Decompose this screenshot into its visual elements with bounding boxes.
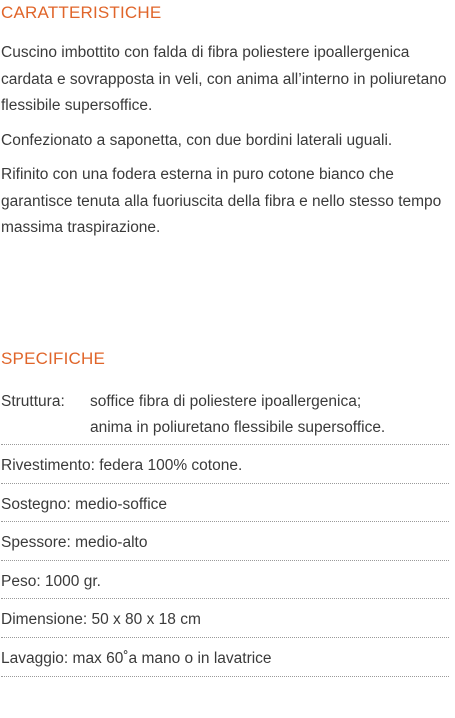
characteristics-paragraph-2: Confezionato a saponetta, con due bordini laterali uguali. xyxy=(1,131,393,149)
spec-label-structure: Struttura: xyxy=(1,393,65,410)
spec-row-weight: Peso: 1000 gr. xyxy=(1,561,449,600)
spec-row-structure xyxy=(1,384,449,445)
characteristics-body xyxy=(1,40,453,250)
characteristics-paragraph-1: Cuscino imbottito con falda di fibra poliestere ipoallergenica cardata e sovrapposta in veli, con anima all’interno in poliuretano flessibile supersoffice. xyxy=(1,44,447,114)
spec-structure-line-1: soffice fibra di poliestere ipoallergenica; xyxy=(90,393,362,410)
spec-structure-line-2: anima in poliuretano flessibile supersoffice. xyxy=(90,419,386,436)
spec-row-support: Sostegno: medio-soffice xyxy=(1,484,449,523)
spec-row-covering: Rivestimento: federa 100% cotone. xyxy=(1,445,449,484)
specifications-title: SPECIFICHE xyxy=(1,349,106,368)
spec-row-washing: Lavaggio: max 60˚a mano o in lavatrice xyxy=(1,638,449,677)
characteristics-title: CARATTERISTICHE xyxy=(1,3,162,22)
spec-value-structure xyxy=(90,389,449,444)
characteristics-paragraph-3: Rifinito con una fodera esterna in puro cotone bianco che garantisce tenuta alla fuoriuscita della fibra e nello stesso tempo massima traspirazione. xyxy=(1,166,442,236)
spec-row-dimension: Dimensione: 50 x 80 x 18 cm xyxy=(1,599,449,638)
specifications-list xyxy=(1,384,449,677)
spec-row-thickness: Spessore: medio-alto xyxy=(1,522,449,561)
